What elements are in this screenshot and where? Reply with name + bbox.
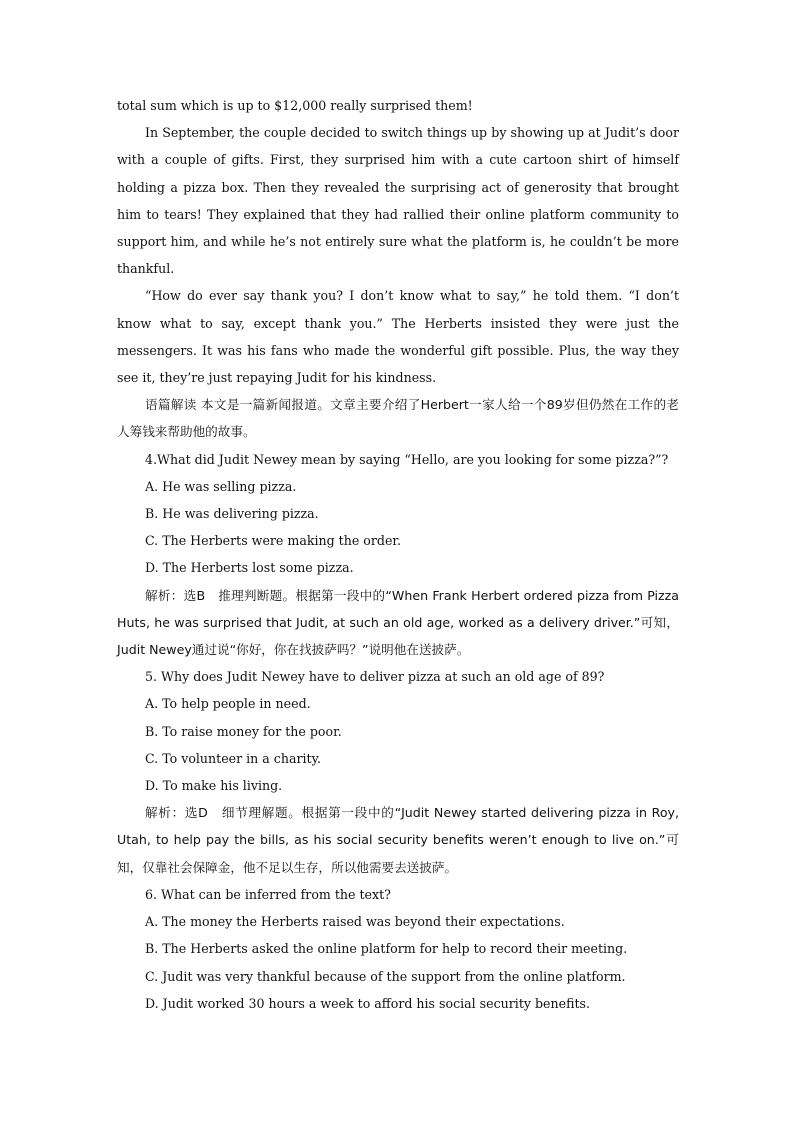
question-stem: 6. What can be inferred from the text? — [145, 886, 391, 902]
interpretation-paragraph: 语篇解读 本文是一篇新闻报道。文章主要介绍了Herbert一家人给一个89岁但仍然在工作的老人筹钱来帮助他的故事。 — [117, 397, 679, 440]
option-c: C. The Herberts were making the order. — [145, 533, 402, 549]
passage-paragraph-1: In September, the couple decided to switch things up by showing up at Judit’s door with a couple of gifts. First, they surprised him with a cute cartoon shirt of himself holding a pizza box. Then they revealed the surprising act of generosity that brought him to tears! They explained that they had rallied their online platform community to support him, and while he’s not entirely sure what the platform is, he couldn’t be more thankful. — [117, 125, 679, 277]
question-4 — [117, 446, 679, 664]
question-stem: 4.What did Judit Newey mean by saying “Hello, are you looking for some pizza?”? — [145, 451, 669, 467]
question-5 — [117, 663, 679, 881]
option-a: A. The money the Herberts raised was beyond their expectations. — [145, 914, 565, 930]
question-analysis: 解析：选D 细节理解题。根据第一段中的“Judit Newey started delivering pizza in Roy, Utah, to help pay the bills, as his social security benefits weren’t enough to live on.”可知，仅靠社会保障金，他不足以生存，所以他需要去送披萨。 — [117, 805, 679, 875]
option-d: D. The Herberts lost some pizza. — [145, 560, 354, 576]
question-6 — [117, 881, 679, 1017]
option-b: B. He was delivering pizza. — [145, 506, 319, 522]
option-a: A. To help people in need. — [145, 696, 311, 712]
question-stem: 5. Why does Judit Newey have to deliver pizza at such an old age of 89? — [145, 669, 605, 685]
passage-line-top: total sum which is up to $12,000 really surprised them! — [117, 98, 473, 113]
option-b: B. To raise money for the poor. — [145, 723, 342, 739]
option-a: A. He was selling pizza. — [145, 478, 297, 494]
option-d: D. Judit worked 30 hours a week to afford his social security benefits. — [145, 995, 590, 1011]
option-b: B. The Herberts asked the online platform for help to record their meeting. — [145, 941, 628, 957]
passage-paragraph-2: “How do ever say thank you? I don’t know what to say,” he told them. “I don’t know what to say, except thank you.” The Herberts insisted they were just the messengers. It was his fans who made the wonderful gift possible. Plus, the way they see it, they’re just repaying Judit for his kindness. — [117, 288, 679, 386]
option-c: C. To volunteer in a charity. — [145, 750, 322, 766]
option-d: D. To make his living. — [145, 778, 283, 794]
option-c: C. Judit was very thankful because of the support from the online platform. — [145, 968, 626, 984]
question-analysis: 解析：选B 推理判断题。根据第一段中的“When Frank Herbert ordered pizza from Pizza Huts, he was surprised that Judit, at such an old age, worked as a delivery driver.”可知，Judit Newey通过说“你好，你在找披萨吗？”说明他在送披萨。 — [117, 587, 679, 658]
document-page — [117, 92, 679, 1017]
